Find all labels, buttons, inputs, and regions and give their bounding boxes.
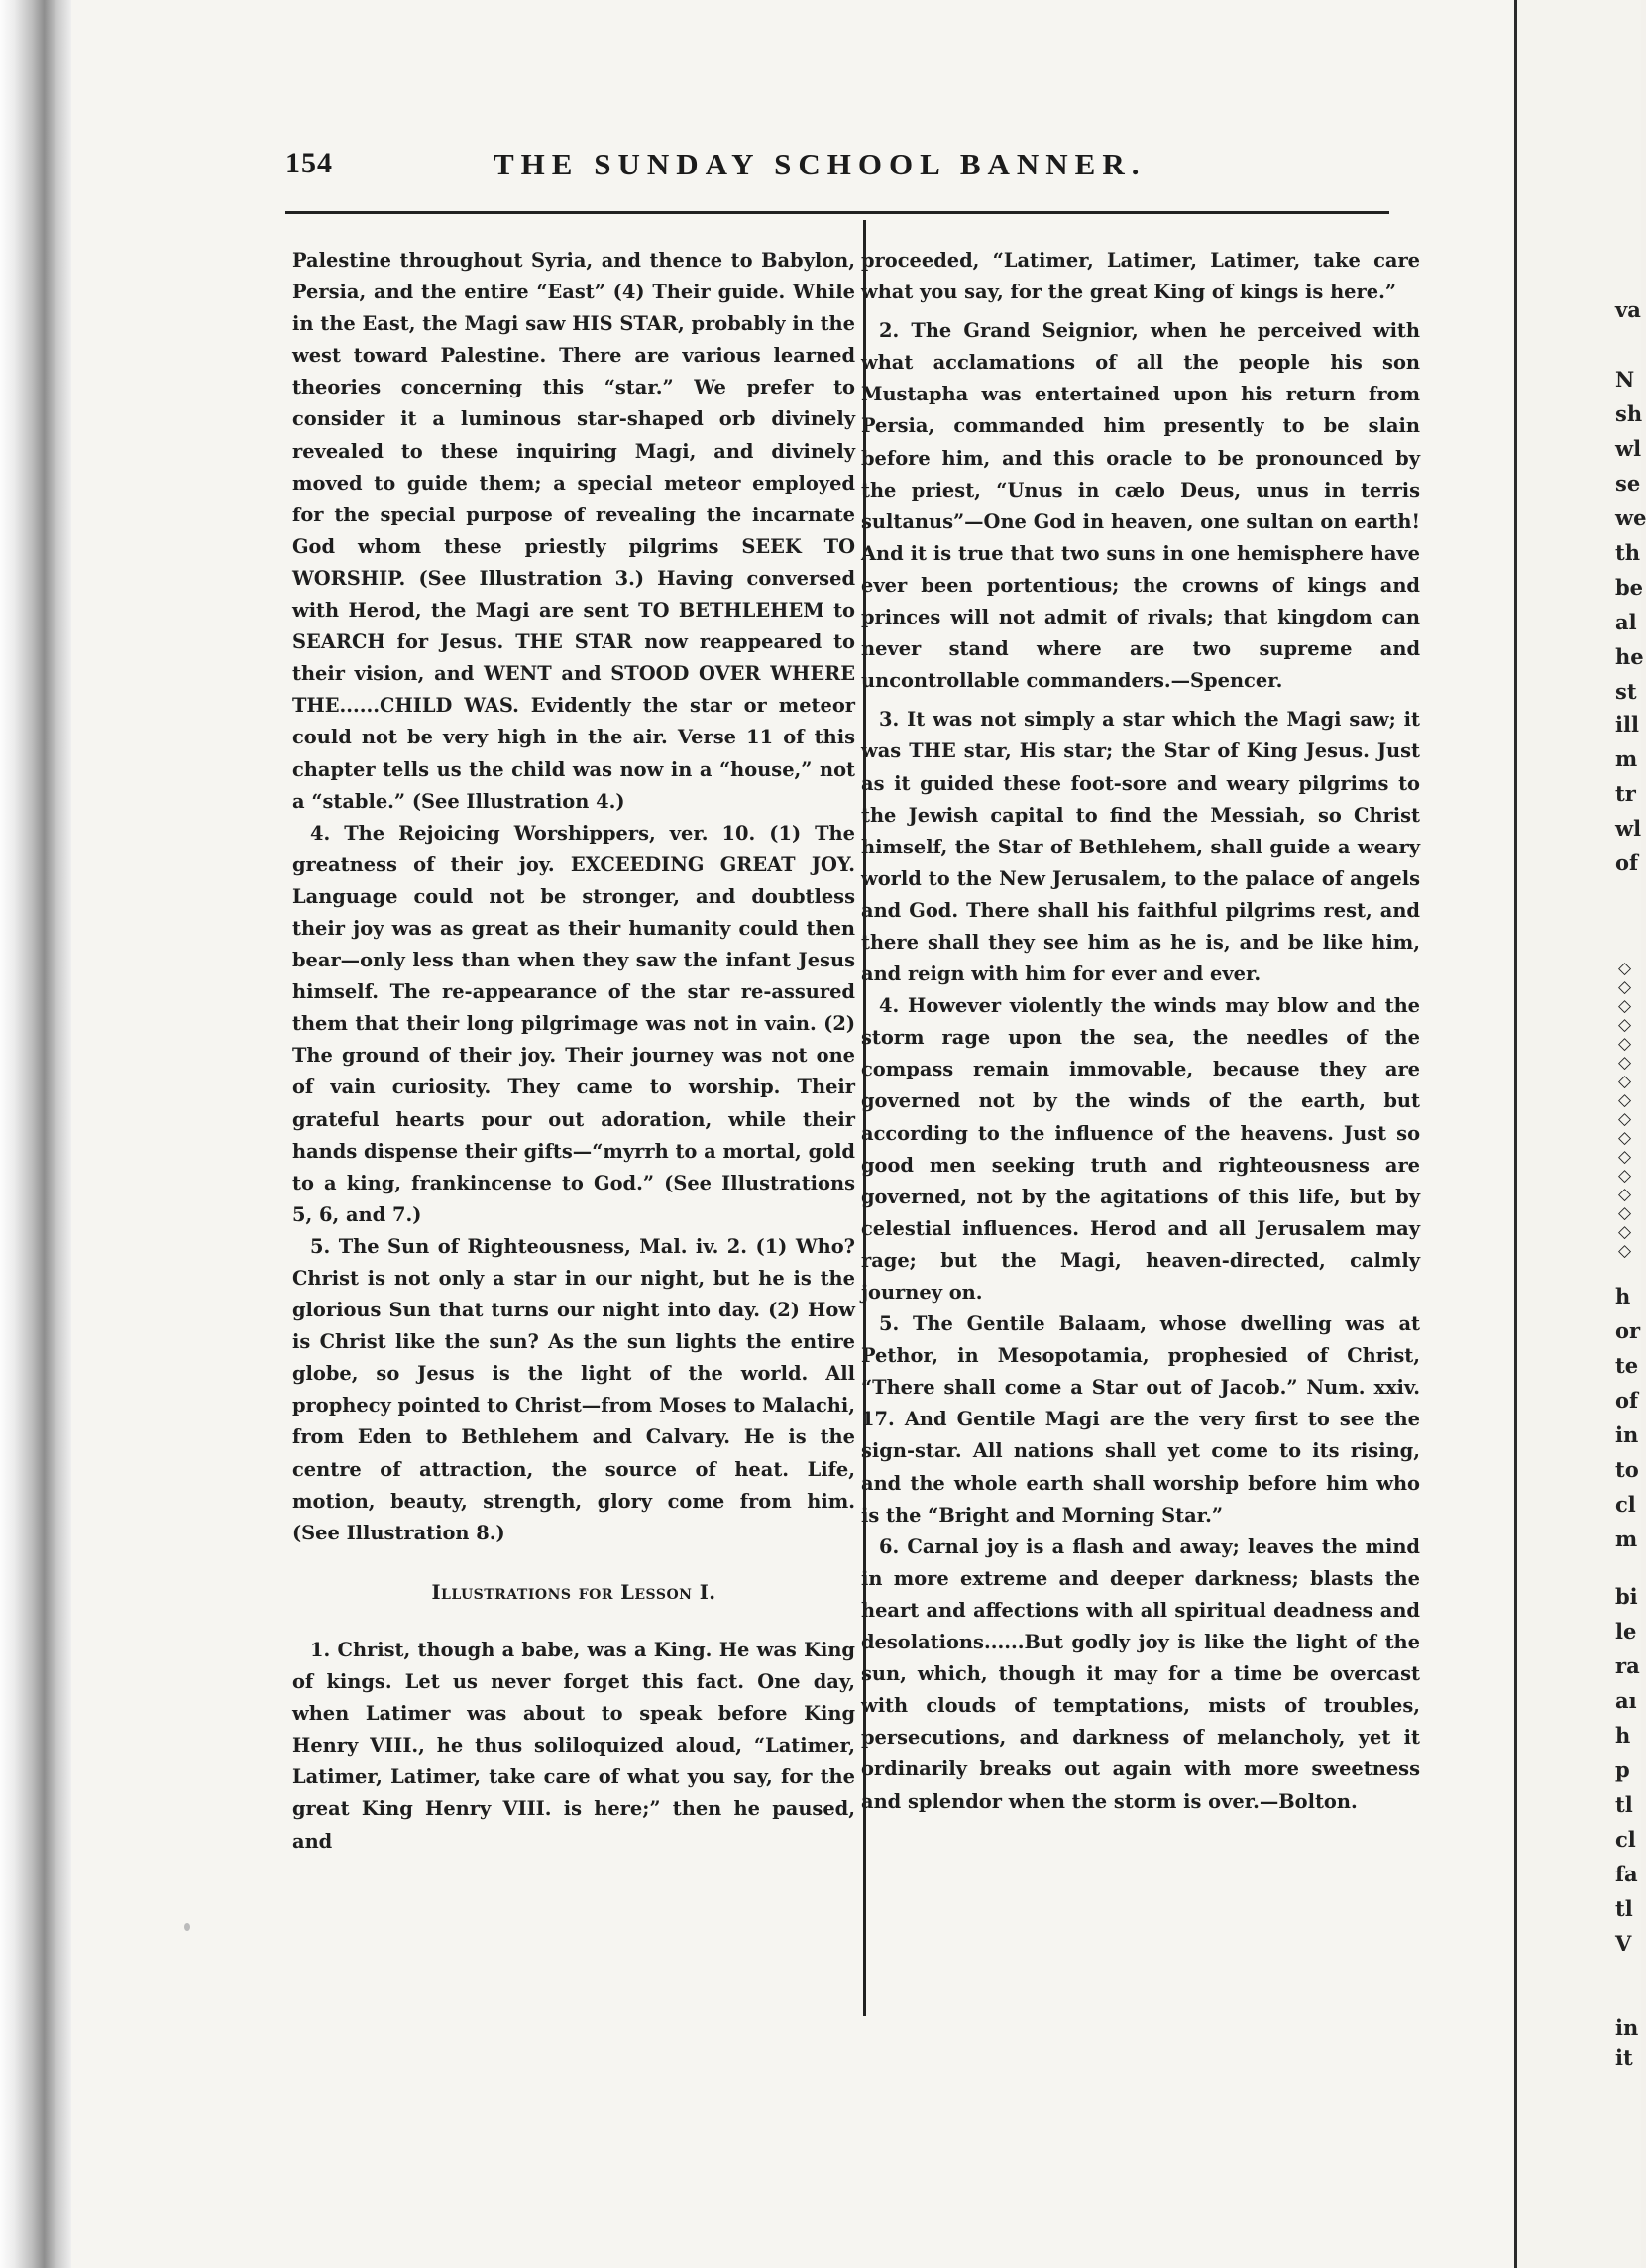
facing-page-fragment: in [1615, 2015, 1639, 2040]
facing-page-fragment: st [1615, 679, 1637, 704]
facing-page-fragment: p [1615, 1758, 1630, 1782]
facing-page-fragment: m [1615, 746, 1638, 771]
facing-page-fragment: tl [1615, 1792, 1633, 1817]
facing-page-fragment: wl [1615, 436, 1642, 461]
left-column [292, 245, 855, 1858]
ornament-border: ◇◇◇◇◇◇◇◇◇◇◇◇◇◇◇◇ [1618, 959, 1632, 1261]
facing-page-fragment: he [1615, 644, 1644, 669]
right-paragraph-6: 6. Carnal joy is a flash and away; leaves the mind in more extreme and deeper darkness; blasts the heart and affections with all spiritual deadness and desolations......But godly joy is like the light of the sun, which, though it may for a time be overcast with clouds of temptations, mists of troubles, persecutions, and darkness of melancholy, yet it ordinarily breaks out again with more sweetness and splendor when the storm is over.—Bolton. [861, 1534, 1420, 1813]
facing-page-fragment: wl [1615, 816, 1642, 841]
facing-page-fragment: bi [1615, 1584, 1638, 1609]
facing-page-fragment: tl [1615, 1896, 1633, 1921]
facing-page-fragment: in [1615, 1422, 1639, 1447]
facing-page-fragment: se [1615, 471, 1641, 496]
facing-page-fragment: it [1615, 2045, 1633, 2070]
facing-page-fragment: sh [1615, 401, 1643, 426]
facing-page-fragment: m [1615, 1527, 1638, 1551]
facing-page-fragment: h [1615, 1284, 1631, 1308]
page-header [285, 147, 1387, 186]
right-column [861, 245, 1420, 1818]
left-paragraph-3: 5. The Sun of Righteousness, Mal. iv. 2. (1) Who? Christ is not only a star in our night, but he is the glorious Sun that turns our night into day. (2) How is Christ like the sun? As the sun lights the entire globe, so Jesus is the light of the world. All prophecy pointed to Christ—from Moses to Malachi, from Eden to Bethlehem and Calvary. He is the centre of attraction, the source of heat. Life, motion, beauty, strength, glory come from him. (See Illustration 8.) [292, 1234, 855, 1544]
facing-page-fragment: al [1615, 610, 1637, 634]
right-paragraph-1: proceeded, “Latimer, Latimer, Latimer, take care what you say, for the great King of kings is here.” [861, 249, 1420, 304]
right-paragraph-4: 4. However violently the winds may blow and the storm rage upon the sea, the needles of the compass remain immovable, because they are governed not by the winds of the earth, but according to the influence of the heavens. Just so good men seeking truth and righteousness are governed, not by the agitations of this life, but by celestial influences. Herod and all Jerusalem may rage; but the Magi, heaven-directed, calmly journey on. [861, 994, 1420, 1304]
book-binding-edge [0, 0, 71, 2268]
facing-page-fragment: cl [1615, 1492, 1636, 1517]
right-paragraph-5: 5. The Gentile Balaam, whose dwelling was at Pethor, in Mesopotamia, prophesied of Christ, “There shall come a Star out of Jacob.” Num. xxiv. 17. And Gentile Magi are the very first to see the sign-star. All nations shall yet come to its rising, and the whole earth shall worship before him who is the “Bright and Morning Star.” [861, 1312, 1420, 1527]
facing-page-fragment: or [1615, 1318, 1641, 1343]
facing-page-fragment: of [1615, 850, 1639, 875]
paper-spot [184, 1923, 190, 1931]
facing-page-fragment: fa [1615, 1862, 1638, 1886]
facing-page-fragment: ill [1615, 712, 1639, 737]
facing-page-fragment: to [1615, 1457, 1639, 1482]
facing-page-fragment: we [1615, 506, 1646, 530]
facing-page-fragment: tr [1615, 781, 1636, 806]
facing-page-fragment: te [1615, 1353, 1639, 1378]
facing-page-fragment: be [1615, 575, 1644, 600]
right-paragraph-3: 3. It was not simply a star which the Magi saw; it was THE star, His star; the Star of King Jesus. Just as it guided these foot-sore and weary pilgrims to the Jewish capital to find the Messiah, so Christ himself, the Star of Bethlehem, shall guide a weary world to the New Jerusalem, to the palace of angels and God. There shall his faithful pilgrims rest, and there shall they see him as he is, and be like him, and reign with him for ever and ever. [861, 708, 1420, 986]
running-title: THE SUNDAY SCHOOL BANNER. [494, 147, 1147, 181]
facing-page-fragment: cl [1615, 1827, 1636, 1852]
facing-page-fragment: va [1615, 297, 1641, 322]
facing-page-fragment: le [1615, 1619, 1637, 1644]
facing-page-fragment: th [1615, 540, 1640, 565]
facing-page-fragment: ra [1615, 1653, 1640, 1678]
left-paragraph-2: 4. The Rejoicing Worshippers, ver. 10. (1) The greatness of their joy. EXCEEDING GREAT JOY. Language could not be stronger, and doubtless their joy was as great as their humanity could then bear—only less than when they saw the infant Jesus himself. The re-appearance of the star re-assured them that their long pilgrimage was not in vain. (2) The ground of their joy. Their journey was not one of vain curiosity. They came to worship. Their grateful hearts pour out adoration, while their hands dispense their gifts—“myrrh to a mortal, gold to a king, frankincense to God.” (See Illustrations 5, 6, and 7.) [292, 821, 855, 1226]
page-number: 154 [285, 147, 333, 179]
left-paragraph-4: 1. Christ, though a babe, was a King. He was King of kings. Let us never forget this fact. One day, when Latimer was about to speak before King Henry VIII., he thus soliloquized aloud, “Latimer, Latimer, Latimer, take care of what you say, for the great King Henry VIII. is here;” then he paused, and [292, 1638, 855, 1853]
facing-page-fragment: N [1615, 367, 1635, 392]
right-paragraph-2: 2. The Grand Seignior, when he perceived with what acclamations of all the people his son Mustapha was entertained upon his return from Persia, commanded him presently to be slain before him, and this oracle to be pronounced by the priest, “Unus in cælo Deus, unus in terris sultanus”—One God in heaven, one sultan on earth! And it is true that two suns in one hemisphere have ever been portentious; the crowns of kings and princes will not admit of rivals; that kingdom can never stand where are two supreme and uncontrollable commanders.—Spencer. [861, 319, 1420, 693]
header-rule [285, 211, 1389, 214]
facing-page-fragment: h [1615, 1723, 1631, 1748]
facing-page-fragment: V [1615, 1931, 1632, 1956]
facing-page-fragment: of [1615, 1388, 1639, 1413]
section-heading: Illustrations for Lesson I. [431, 1580, 716, 1604]
left-paragraph-1: Palestine throughout Syria, and thence to Babylon, Persia, and the entire “East” (4) Their guide. While in the East, the Magi saw HIS STAR, probably in the west toward Palestine. There are various learned theories concerning this “star.” We prefer to consider it a luminous star-shaped orb divinely revealed to these inquiring Magi, and divinely moved to guide them; a special meteor employed for the special purpose of revealing the incarnate God whom these priestly pilgrims SEEK TO WORSHIP. (See Illustration 3.) Having conversed with Herod, the Magi are sent TO BETHLEHEM to SEARCH for Jesus. THE STAR now reappeared to their vision, and WENT and STOOD OVER WHERE THE......CHILD WAS. Evidently the star or meteor could not be very high in the air. Verse 11 of this chapter tells us the child was now in a “house,” not a “stable.” (See Illustration 4.) [292, 249, 855, 813]
facing-page-fragment: aı [1615, 1688, 1637, 1713]
